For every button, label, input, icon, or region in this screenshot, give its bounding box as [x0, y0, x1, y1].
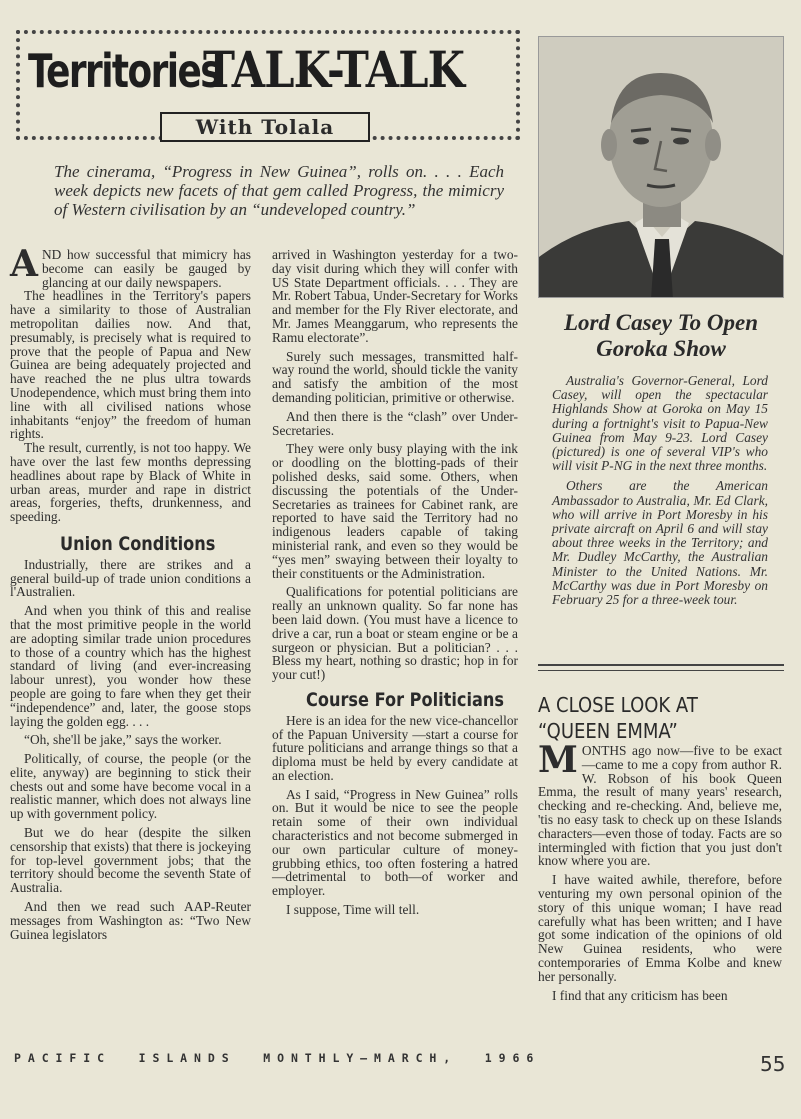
col2-paragraph-5: Qualifications for potential politicians are really an unknown quality. So far none has been laid down. (You must have a licence to drive a car, run a boat or steam engine or be a surgeon or physician. But a politician? . . . Bless my heart, nothing so drastic; hop in for your cut!)	[272, 584, 518, 683]
column-1	[10, 243, 251, 942]
subhead-course-for-politicians: Course For Politicians	[306, 688, 505, 711]
emma-headline-line-2: “QUEEN EMMA”	[538, 719, 678, 743]
col2-paragraph-7: As I said, “Progress in New Guinea” rolls on. But it would be nice to see the people retain some of their own individual characteristics and not become submerged in our own particular culture of money-grubbing ethics, too often fostering a hatred—detrimental to both—of worker and employer.	[272, 786, 518, 899]
subhead-union-conditions: Union Conditions	[60, 532, 216, 555]
emma-headline-line-1: A CLOSE LOOK AT	[538, 693, 698, 717]
lord-casey-photo	[538, 36, 784, 298]
casey-article-body	[552, 374, 768, 607]
masthead-title-right: TALK-TALK	[203, 40, 465, 99]
col1-paragraph-5: And when you think of this and realise that the most primitive people in the world are adopting similar trade union procedures to those of a country which has the highest standard of living (and ever-increasing labour unrest), you wonder how these people are going to fare when they get their “independence” and, later, the goose stops laying the golden egg. . . .	[10, 603, 251, 729]
col1-paragraph-8: But we do hear (despite the silken censorship that exists) that there is jockeying for top-level government jobs; that the territory should become the seventh State of Australia.	[10, 825, 251, 896]
col1-paragraph-9: And then we read such AAP-Reuter messages from Washington as: “Two New Guinea legislators	[10, 899, 251, 942]
col1-paragraph-7: Politically, of course, the people (or the elite, anyway) are beginning to stick their chests out and some have become vocal in a realistic manner, which does not always line up with government policy.	[10, 751, 251, 822]
col1-paragraph-4: Industrially, there are strikes and a general build-up of trade union conditions a l'Australien.	[10, 556, 251, 600]
emma-paragraph-2: I have waited awhile, therefore, before venturing my own personal opinion of the story of this unique woman; I have read carefully what has been written; and I have got some indication of the opinions of old New Guinea residents, who were contemporaries of Emma Kolbe and knew her personally.	[538, 872, 782, 984]
dropcap-m: M	[538, 739, 578, 781]
col1-paragraph-6: “Oh, she'll be jake,” says the worker.	[24, 732, 222, 748]
col2-paragraph-2: Surely such messages, transmitted half-way round the world, should tickle the vanity and satisfy the ambition of the most demanding politician, primitive or otherwise.	[272, 348, 518, 405]
column-2	[272, 248, 518, 917]
emma-article-body	[538, 739, 782, 1003]
masthead-byline: With Tolala	[160, 112, 370, 142]
col2-paragraph-4: They were only busy playing with the ink or doodling on the blotting-pads of their polished desks, said some. Others, when discussing the potentials of the Under-Secretaries as trainees for Cabinet rank, are reported to have said the Territory had no indigenous leaders capable of taking ministerial rank, and even so they would be “yes men” swaying between their loyalty to their constituents or the Administration.	[272, 441, 518, 581]
section-divider	[538, 664, 784, 671]
emma-paragraph-3: I find that any criticism has been	[552, 987, 728, 1003]
col1-paragraph-3: The result, currently, is not too happy. We have over the last few months depressing headlines about rape by Black of White in urban areas, murder and rape in district areas, forgeries, thefts, drunkenness, and speeding.	[10, 440, 251, 525]
portrait-illustration	[539, 37, 784, 298]
col1-paragraph-1: AND how successful that mimicry has become can easily be gauged by glancing at our daily newspapers.	[10, 243, 251, 290]
col2-paragraph-3: And then there is the “clash” over Under-Secretaries.	[272, 408, 518, 438]
casey-paragraph-1: Australia's Governor-General, Lord Casey, will open the spectacular Highlands Show at Goroka on May 15 during a fortnight's visit to Papua-New Guinea from May 9-23. Lord Casey (pictured) is one of several VIP's who will visit P-NG in the next three months.	[552, 373, 768, 474]
emma-paragraph-1: MONTHS ago now—five to be exact—came to me a copy from author R. W. Robson of his book Queen Emma, the result of many years' research, checking and re-checking. And, believe me, 'tis no easy task to check up on these Islands characters—even those of today. Facts are so intermingled with fiction that you just don't know where you are.	[538, 739, 782, 869]
casey-headline: Lord Casey To Open Goroka Show	[563, 310, 758, 361]
col1-paragraph-2: The headlines in the Territory's papers have a similarity to those of Australian metropolitan dailies now. And that, presumably, is precisely what is required to prove that the people of Papua and New Guinea are being adequately projected and have reached the ne plus ultra towards Unodependence, which must bring them into line with all civilised nations whose inhabitants “enjoy” the freedom of human rights.	[10, 288, 251, 442]
col2-paragraph-1: arrived in Washington yesterday for a two-day visit during which they will confer with US State Department officials. . . . They are Mr. Robert Tabua, Under-Secretary for Works and member for the Fly River electorate, and Mr. James Meanggarum, who represents the Ramu electorate”.	[272, 247, 518, 345]
casey-paragraph-2: Others are the American Ambassador to Australia, Mr. Ed Clark, who will arrive in Port Moresby in his private aircraft on April 6 and will stay about three weeks in the Territory; and Mr. Dudley McCarthy, the Australian Minister to the United Nations. Mr. McCarthy was due in Port Moresby on February 25 for a three-week tour.	[552, 478, 768, 608]
emma-headline	[538, 692, 763, 744]
running-footer: P A C I F I C I S L A N D S M O N T H L Y — M A R C H , 1 9 6 6	[14, 1051, 534, 1065]
dropcap-a: A	[10, 243, 38, 285]
page-number: 55	[760, 1052, 786, 1076]
col2-paragraph-8: I suppose, Time will tell.	[286, 902, 420, 918]
intro-standfirst: The cinerama, “Progress in New Guinea”, rolls on. . . . Each week depicts new facets of that gem called Progress, the mimicry of Western civilisation by an “undeveloped country.”	[54, 162, 504, 219]
col2-paragraph-6: Here is an idea for the new vice-chancellor of the Papuan University —start a course for future politicians and arrange things so that a diploma must be held by every candidate at an election.	[272, 712, 518, 783]
masthead-title-left: Territories	[28, 44, 221, 98]
